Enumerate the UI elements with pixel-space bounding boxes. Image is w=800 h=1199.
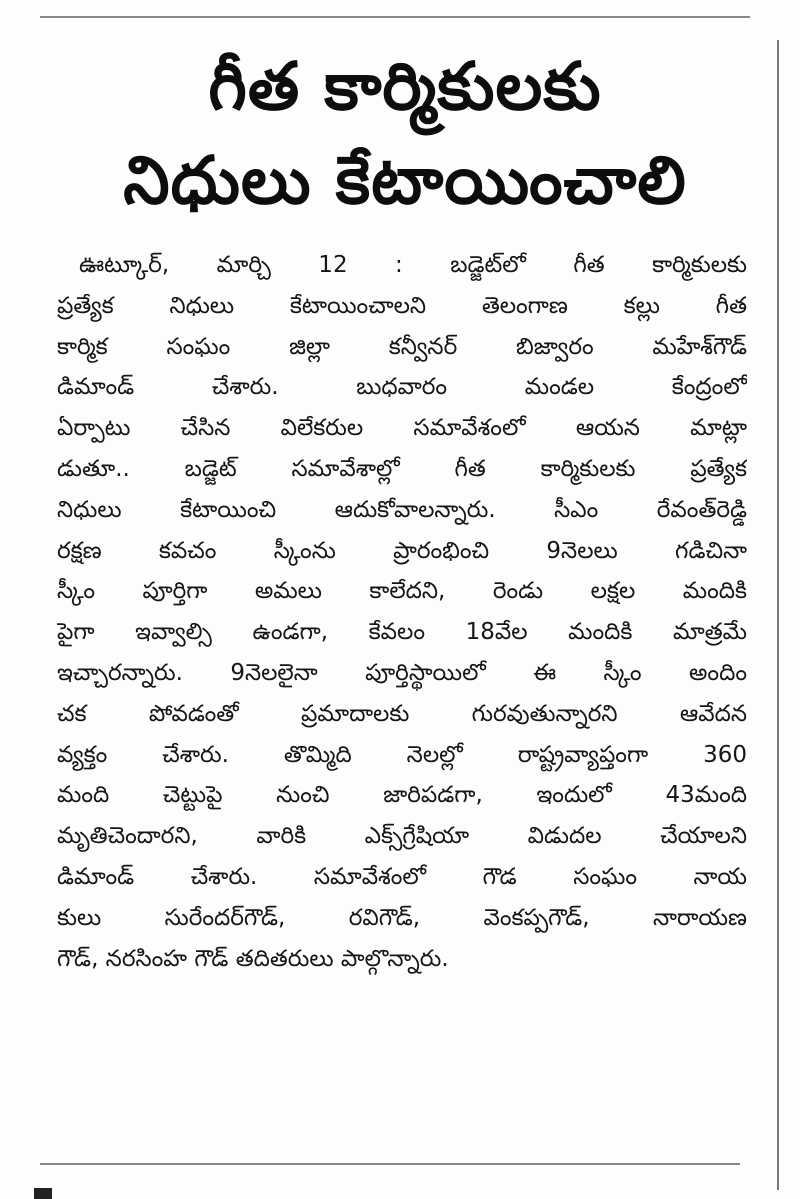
article-headline	[60, 40, 750, 228]
body-line: ఇచ్చారన్నారు. 9నెలలైనా పూర్తిస్థాయిలో ఈ స్కీం అందిం	[57, 659, 747, 686]
bottom-column-rule	[40, 1163, 740, 1165]
next-article-fragment	[34, 1188, 52, 1199]
body-line: డిమాండ్ చేశారు. సమావేశంలో గౌడ సంఘం నాయ	[57, 863, 747, 890]
body-line: కార్మిక సంఘం జిల్లా కన్వీనర్ బిజ్వారం మహేశ్‌గౌడ్	[57, 333, 747, 360]
article-body	[57, 245, 747, 979]
headline-line-2: నిధులు కేటాయించాలి	[123, 142, 687, 219]
top-column-rule	[40, 16, 750, 18]
body-line: చక పోవడంతో ప్రమాదాలకు గురవుతున్నారని ఆవేదన	[57, 700, 747, 727]
body-line: ఊట్కూర్, మార్చి 12 : బడ్జెట్‌లో గీత కార్మికులకు	[79, 252, 747, 278]
body-line: స్కీం పూర్తిగా అమలు కాలేదని, రెండు లక్షల మందికి	[57, 578, 747, 605]
body-line: కులు సురేందర్‌గౌడ్, రవిగౌడ్, వెంకప్పగౌడ్, నారాయణ	[57, 904, 747, 931]
body-line: వ్యక్తం చేశారు. తొమ్మిది నెలల్లో రాష్ట్రవ్యాప్తంగా 360	[57, 741, 747, 768]
body-line: ఏర్పాటు చేసిన విలేకరుల సమావేశంలో ఆయన మాట్లా	[57, 415, 747, 442]
body-line: మృతిచెందారని, వారికి ఎక్స్‌గ్రేషియా విడుదల చేయాలని	[57, 823, 747, 850]
body-line: ప్రత్యేక నిధులు కేటాయించాలని తెలంగాణ కల్లు గీత	[57, 292, 747, 319]
body-line: నిధులు కేటాయించి ఆదుకోవాలన్నారు. సీఎం రేవంత్‌రెడ్డి	[57, 496, 747, 523]
body-line: డుతూ.. బడ్జెట్ సమావేశాల్లో గీత కార్మికులకు ప్రత్యేక	[57, 455, 747, 482]
body-line: గౌడ్, నరసింహ గౌడ్ తదితరులు పాల్గొన్నారు.	[57, 945, 449, 972]
body-line: డిమాండ్ చేశారు. బుధవారం మండల కేంద్రంలో	[57, 374, 747, 401]
right-column-rule	[777, 40, 779, 1190]
body-line: పైగా ఇవ్వాల్సి ఉండగా, కేవలం 18వేల మందికి మాత్రమే	[57, 619, 747, 646]
headline-line-1: గీత కార్మికులకు	[208, 48, 602, 125]
body-line: రక్షణ కవచం స్కీంను ప్రారంభించి 9నెలలు గడిచినా	[57, 537, 747, 564]
body-line: మంది చెట్టుపై నుంచి జారిపడగా, ఇందులో 43మంది	[57, 782, 747, 809]
